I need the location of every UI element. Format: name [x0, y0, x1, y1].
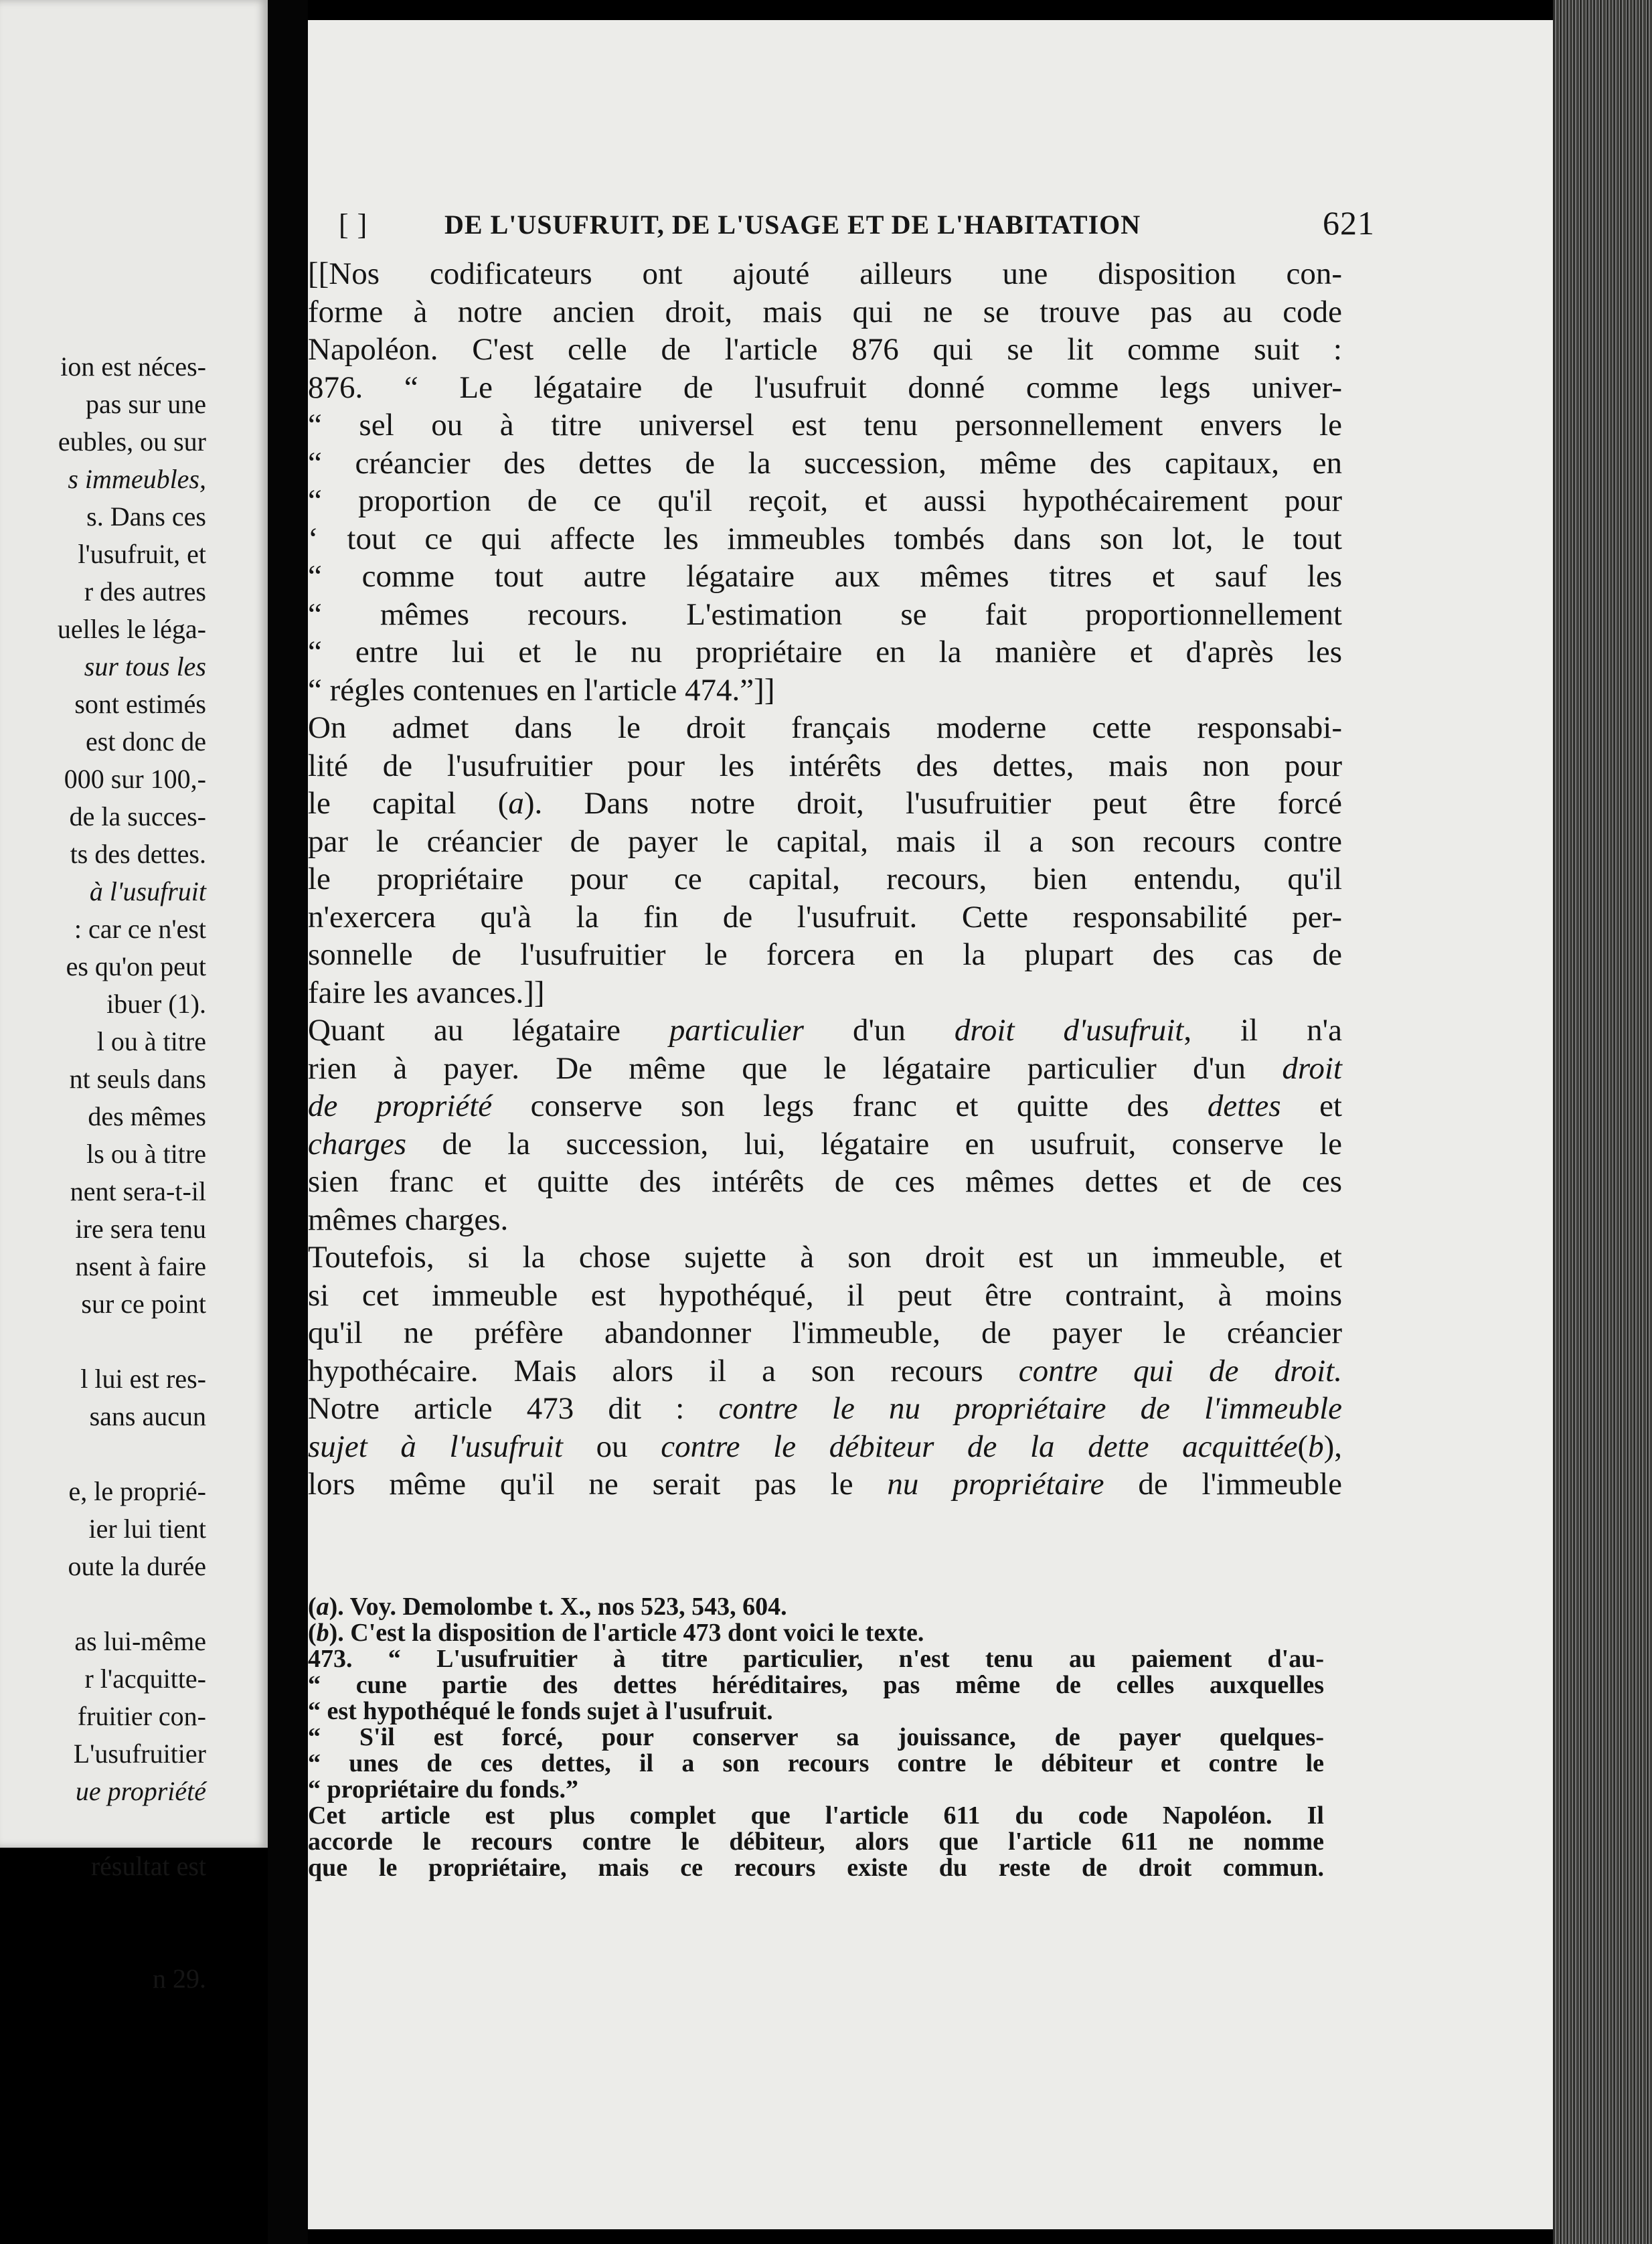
footnote-line — [308, 1646, 1324, 1672]
left-page-line: s. Dans ces — [86, 501, 206, 532]
left-page-line: des mêmes — [88, 1101, 206, 1131]
text-segment: lité de l'usufruitier pour les intérêts des dettes, mais non pour — [308, 748, 1342, 783]
text-segment: ( — [308, 1619, 317, 1647]
footnote-line — [308, 1854, 1324, 1881]
footnote-line — [308, 1698, 1324, 1725]
body-line — [308, 519, 1342, 558]
text-segment: “ entre lui et le nu propriétaire en la manière et d'après les — [308, 635, 1342, 669]
italic-text: particulier — [669, 1013, 804, 1048]
body-line — [308, 671, 1342, 710]
text-segment: de la succession, lui, légataire en usufruit, conserve le — [406, 1126, 1342, 1161]
text-segment: On admet dans le droit français moderne cette responsabi- — [308, 710, 1342, 745]
body-line — [308, 1011, 1342, 1050]
left-page-line: à l'usufruit — [89, 876, 206, 906]
text-segment: de l'immeuble — [1104, 1467, 1343, 1502]
footnote-line — [308, 1776, 1324, 1803]
left-page-line: sur tous les — [84, 651, 206, 682]
body-line — [308, 1049, 1342, 1088]
left-page-line: sans aucun — [89, 1401, 206, 1431]
body-line — [308, 1200, 1342, 1239]
italic-text: b — [316, 1619, 329, 1647]
text-segment: le capital ( — [308, 786, 509, 821]
italic-text: droit — [1282, 1050, 1342, 1086]
left-page-line: ire sera tenu — [75, 1214, 206, 1244]
body-line — [308, 481, 1342, 520]
footnote-line — [308, 1802, 1324, 1829]
text-segment: sonnelle de l'usufruitier le forcera en la plupart des cas de — [308, 937, 1342, 972]
italic-text: dettes — [1207, 1089, 1281, 1123]
body-line — [308, 595, 1342, 634]
footnote-line — [308, 1672, 1324, 1698]
left-page-line: résultat est — [90, 1851, 206, 1881]
body-line — [308, 1427, 1342, 1466]
text-segment: ou — [562, 1429, 661, 1464]
text-segment: “ régles contenues en l'article 474.”]] — [308, 672, 775, 708]
footnote-line — [308, 1750, 1324, 1777]
italic-text: sujet à l'usufruit — [308, 1429, 563, 1464]
text-segment: le propriétaire pour ce capital, recours, bien entendu, qu'il — [308, 862, 1342, 896]
body-line — [308, 746, 1342, 785]
text-segment: Notre article 473 dit : — [308, 1391, 719, 1426]
left-page-line: es qu'on peut — [66, 951, 206, 981]
text-segment: ), — [1323, 1429, 1342, 1464]
right-page — [308, 20, 1553, 2229]
text-segment: “ mêmes recours. L'estimation se fait proportionnellement — [308, 596, 1342, 632]
text-segment: “ sel ou à titre universel est tenu personnellement envers le — [308, 408, 1342, 443]
text-segment: forme à notre ancien droit, mais qui ne se trouve pas au code — [308, 294, 1342, 329]
body-line — [308, 406, 1342, 445]
text-segment: ( — [308, 1593, 317, 1621]
left-page-line: fruitier con- — [77, 1701, 206, 1731]
body-line — [308, 444, 1342, 483]
body-line — [308, 1352, 1342, 1390]
text-segment: “ propriétaire du fonds.” — [308, 1775, 578, 1804]
left-page-line: : car ce n'est — [74, 914, 206, 944]
left-page-line: est donc de — [86, 726, 206, 756]
left-page-line: nsent à faire — [75, 1251, 206, 1281]
text-segment: conserve son legs franc et quitte des — [492, 1089, 1208, 1123]
header-title: DE L'USUFRUIT, DE L'USAGE ET DE L'HABITATION — [444, 210, 1141, 240]
body-line — [308, 1465, 1342, 1504]
text-segment: mêmes charges. — [308, 1202, 509, 1237]
left-page-line: ier lui tient — [88, 1514, 206, 1544]
left-page-line: r des autres — [84, 576, 206, 607]
text-segment: “ unes de ces dettes, il a son recours contre le débiteur et contre le — [308, 1749, 1324, 1777]
header-brackets: [ ] — [339, 208, 368, 241]
body-line — [308, 633, 1342, 671]
italic-text: contre le nu propriétaire de l'immeuble — [718, 1391, 1342, 1426]
footnote-line — [308, 1619, 1324, 1646]
text-segment: “ est hypothéqué le fonds sujet à l'usufruit. — [308, 1697, 773, 1725]
text-segment: “ cune partie des dettes héréditaires, pas même de celles auxquelles — [308, 1671, 1324, 1699]
left-page-line: ion est néces- — [60, 351, 206, 382]
italic-text: de propriété — [308, 1089, 493, 1123]
left-page-line: de la succes- — [69, 801, 206, 831]
left-page-line: l'usufruit, et — [78, 539, 206, 569]
text-segment: “ S'il est forcé, pour conserver sa jouissance, de payer quelques- — [308, 1723, 1324, 1751]
left-page-line: ts des dettes. — [70, 839, 206, 869]
text-segment: “ proportion de ce qu'il reçoit, et aussi hypothécairement pour — [308, 483, 1342, 518]
text-segment: ‘ tout ce qui affecte les immeubles tombés dans son lot, le tout — [308, 521, 1342, 556]
body-line — [308, 1276, 1342, 1315]
text-segment: Quant au légataire — [308, 1013, 669, 1048]
italic-text: contre le débiteur de la dette acquittée — [661, 1429, 1298, 1464]
body-line — [308, 860, 1342, 898]
text-segment: sien franc et quitte des intérêts de ces mêmes dettes et de ces — [308, 1164, 1342, 1199]
body-line — [308, 784, 1342, 823]
left-page-line: pas sur une — [86, 389, 206, 419]
body-line — [308, 1162, 1342, 1201]
left-page-line: sur ce point — [81, 1289, 206, 1319]
italic-text: nu propriétaire — [887, 1467, 1104, 1502]
italic-text: contre qui de droit. — [1018, 1353, 1342, 1388]
body-line — [308, 293, 1342, 331]
left-page-line: eubles, ou sur — [58, 426, 206, 457]
body-line — [308, 1389, 1342, 1428]
left-page-line: s immeubles, — [68, 464, 206, 494]
text-segment: Napoléon. C'est celle de l'article 876 qui se lit comme suit : — [308, 332, 1342, 367]
text-segment: ( — [1297, 1429, 1309, 1464]
text-segment: et — [1281, 1089, 1342, 1123]
left-page-line: l lui est res- — [80, 1364, 206, 1394]
body-line — [308, 822, 1342, 861]
body-line — [308, 330, 1342, 369]
text-segment: 473. “ L'usufruitier à titre particulier, n'est tenu au paiement d'au- — [308, 1645, 1324, 1673]
text-segment: si cet immeuble est hypothéqué, il peut être contraint, à moins — [308, 1277, 1342, 1313]
text-segment: d'un — [803, 1013, 955, 1048]
left-page-line: ls ou à titre — [86, 1139, 206, 1169]
page-stack-edge — [1553, 0, 1652, 2244]
text-segment: qu'il ne préfère abandonner l'immeuble, de payer le créancier — [308, 1315, 1342, 1350]
body-line — [308, 1087, 1342, 1125]
left-page-line: uelles le léga- — [57, 614, 206, 644]
body-line — [308, 935, 1342, 974]
body-line — [308, 973, 1342, 1012]
left-page-line: as lui-même — [74, 1626, 206, 1656]
text-segment: “ comme tout autre légataire aux mêmes titres et sauf les — [308, 559, 1342, 594]
body-line — [308, 368, 1342, 407]
left-page-line: nent sera-t-il — [70, 1176, 206, 1206]
footnote-line — [308, 1724, 1324, 1751]
left-page-line: ue propriété — [75, 1776, 206, 1806]
italic-text: a — [508, 786, 524, 821]
footnote-line — [308, 1828, 1324, 1855]
text-segment: par le créancier de payer le capital, mais il a son recours contre — [308, 823, 1342, 859]
text-segment: n'exercera qu'à la fin de l'usufruit. Cette responsabilité per- — [308, 899, 1342, 935]
text-segment: Toutefois, si la chose sujette à son droit est un immeuble, et — [308, 1240, 1342, 1275]
left-page-line: sont estimés — [74, 689, 206, 719]
left-page-line: 000 sur 100,- — [64, 764, 206, 794]
text-segment: ). Dans notre droit, l'usufruitier peut être forcé — [523, 786, 1343, 821]
text-segment: ). C'est la disposition de l'article 473 dont voici le texte. — [329, 1619, 924, 1647]
text-segment: “ créancier des dettes de la succession, même des capitaux, en — [308, 445, 1342, 481]
italic-text: droit d'usufruit — [954, 1013, 1184, 1048]
italic-text: b — [1308, 1429, 1324, 1464]
left-page-fragment — [0, 0, 268, 1994]
book-gutter — [268, 0, 308, 2244]
body-line — [308, 254, 1342, 293]
body-line — [308, 557, 1342, 596]
left-page-line: oute la durée — [68, 1551, 206, 1581]
text-segment: 876. “ Le légataire de l'usufruit donné comme legs univer- — [308, 370, 1342, 405]
page-number: 621 — [1323, 204, 1375, 242]
text-segment: accorde le recours contre le débiteur, alors que l'article 611 ne nomme — [308, 1828, 1324, 1856]
left-page-line: r l'acquitte- — [84, 1664, 206, 1694]
body-line — [308, 1125, 1342, 1164]
text-segment: , il n'a — [1183, 1013, 1342, 1048]
text-segment: rien à payer. De même que le légataire particulier d'un — [308, 1050, 1283, 1086]
text-segment: lors même qu'il ne serait pas le — [308, 1467, 888, 1502]
left-page-line: ibuer (1). — [106, 989, 206, 1019]
italic-text: charges — [308, 1126, 407, 1161]
left-page-line: L'usufruitier — [73, 1739, 206, 1769]
text-segment: hypothécaire. Mais alors il a son recours — [308, 1353, 1019, 1388]
left-page-line: l ou à titre — [96, 1026, 206, 1056]
text-segment: Cet article est plus complet que l'article 611 du code Napoléon. Il — [308, 1801, 1324, 1830]
left-page-line: nt seuls dans — [69, 1064, 206, 1094]
body-line — [308, 708, 1342, 747]
left-page-line: n 29. — [153, 1964, 206, 1994]
text-segment: faire les avances.]] — [308, 975, 545, 1010]
italic-text: a — [316, 1593, 329, 1621]
body-line — [308, 898, 1342, 937]
left-page-line: e, le proprié- — [68, 1476, 206, 1506]
body-line — [308, 1238, 1342, 1277]
text-segment: ). Voy. Demolombe t. X., nos 523, 543, 604. — [329, 1593, 787, 1621]
body-line — [308, 1313, 1342, 1352]
text-segment: que le propriétaire, mais ce recours existe du reste de droit commun. — [308, 1854, 1324, 1882]
footnote-line — [308, 1593, 1324, 1620]
text-segment: [[Nos codificateurs ont ajouté ailleurs une disposition con- — [308, 256, 1342, 291]
